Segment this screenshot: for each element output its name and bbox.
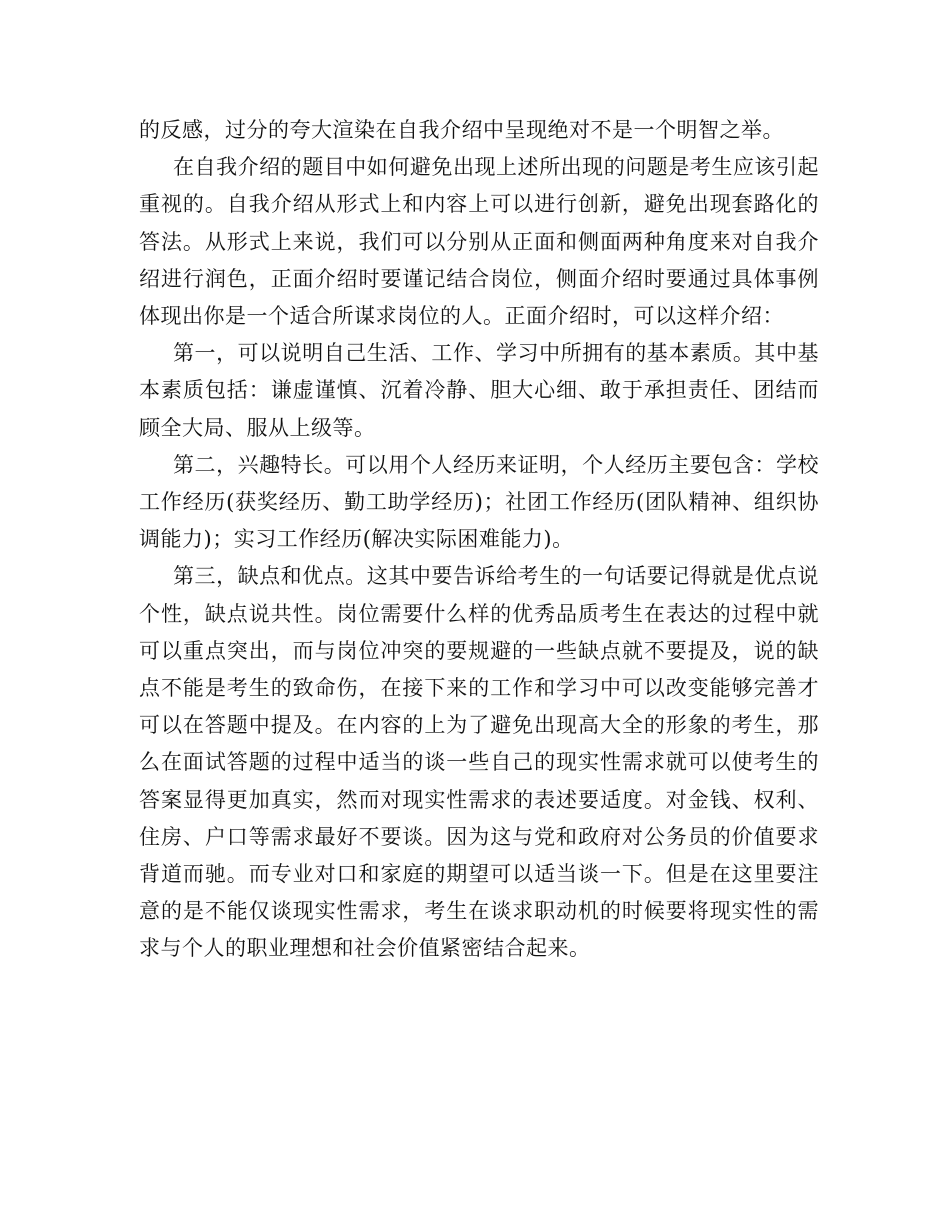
paragraph-third-strengths-weaknesses: 第三，缺点和优点。这其中要告诉给考生的一句话要记得就是优点说个性，缺点说共性。岗位需要什么样的优秀品质考生在表达的过程中就可以重点突出，而与岗位冲突的要规避的一些缺点就不要提及，说的缺点不能是考生的致命伤，在接下来的工作和学习中可以改变能够完善才可以在答题中提及。在内容的上为了避免出现高大全的形象的考生，那么在面试答题的过程中适当的谈一些自己的现实性需求就可以使考生的答案显得更加真实，然而对现实性需求的表述要适度。对金钱、权利、住房、户口等需求最好不要谈。因为这与党和政府对公务员的价值要求背道而驰。而专业对口和家庭的期望可以适当谈一下。但是在这里要注意的是不能仅谈现实性需求，考生在谈求职动机的时候要将现实性的需求与个人的职业理想和社会价值紧密结合起来。	[139, 564, 819, 961]
paragraph-first-basic-qualities: 第一，可以说明自己生活、工作、学习中所拥有的基本素质。其中基本素质包括：谦虚谨慎、沉着冷静、胆大心细、敢于承担责任、团结而顾全大局、服从上级等。	[139, 341, 819, 440]
paragraph-second-interests: 第二，兴趣特长。可以用个人经历来证明，个人经历主要包含：学校工作经历(获奖经历、勤工助学经历)；社团工作经历(团队精神、组织协调能力)；实习工作经历(解决实际困难能力)。	[139, 452, 819, 552]
paragraph-continuation: 的反感，过分的夸大渲染在自我介绍中呈现绝对不是一个明智之举。	[139, 118, 784, 142]
paragraph-self-introduction: 在自我介绍的题目中如何避免出现上述所出现的问题是考生应该引起重视的。自我介绍从形式上和内容上可以进行创新，避免出现套路化的答法。从形式上来说，我们可以分别从正面和侧面两种角度来对自我介绍进行润色，正面介绍时要谨记结合岗位，侧面介绍时要通过具体事例体现出你是一个适合所谋求岗位的人。正面介绍时，可以这样介绍：	[139, 155, 819, 329]
document-body	[139, 112, 819, 968]
